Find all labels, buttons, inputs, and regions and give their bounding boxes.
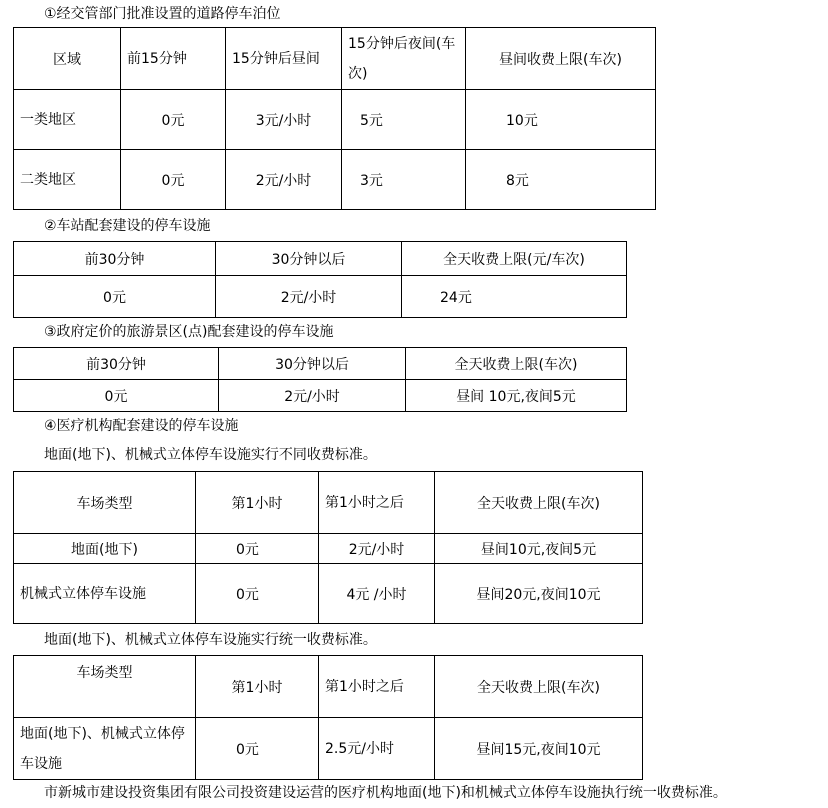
table-cell: 昼间 10元,夜间5元 — [406, 380, 627, 412]
header-cell: 15分钟后夜间(车次) — [342, 28, 466, 90]
section2-caption: ②车站配套建设的停车设施 — [44, 218, 211, 234]
footer-note: 市新城市建设投资集团有限公司投资建设运营的医疗机构地面(地下)和机械式立体停车设施执行统一收费标准。 — [44, 785, 727, 801]
header-cell: 30分钟以后 — [219, 348, 406, 380]
header-cell: 昼间收费上限(车次) — [466, 28, 656, 90]
table-cell: 2.5元/小时 — [319, 718, 435, 780]
table-cell: 8元 — [466, 150, 656, 210]
header-cell: 全天收费上限(车次) — [435, 472, 643, 534]
table-cell: 0元 — [121, 150, 226, 210]
table-cell: 10元 — [466, 90, 656, 150]
section3-caption: ③政府定价的旅游景区(点)配套建设的停车设施 — [44, 324, 334, 340]
header-cell: 15分钟后昼间 — [226, 28, 342, 90]
header-cell: 30分钟以后 — [216, 242, 402, 276]
scenic-parking-table — [13, 347, 627, 412]
table-header-row — [14, 472, 643, 534]
table-row — [14, 534, 643, 564]
table-cell: 机械式立体停车设施 — [14, 564, 196, 624]
header-cell: 车场类型 — [14, 656, 196, 718]
region-cell: 二类地区 — [14, 150, 121, 210]
header-cell: 第1小时 — [196, 656, 319, 718]
table-row — [14, 276, 627, 318]
table-cell: 3元/小时 — [226, 90, 342, 150]
table-header-row — [14, 28, 656, 90]
table-cell: 0元 — [196, 718, 319, 780]
header-cell: 前30分钟 — [14, 348, 219, 380]
header-cell: 第1小时之后 — [319, 472, 435, 534]
table-cell: 地面(地下) — [14, 534, 196, 564]
header-cell: 区域 — [14, 28, 121, 90]
table-row — [14, 90, 656, 150]
medical-unified-fee-table — [13, 655, 643, 780]
table-cell: 24元 — [402, 276, 627, 318]
table-header-row — [14, 656, 643, 718]
table-cell: 地面(地下)、机械式立体停车设施 — [14, 718, 196, 780]
table-cell: 2元/小时 — [319, 534, 435, 564]
table-header-row — [14, 242, 627, 276]
header-cell: 前30分钟 — [14, 242, 216, 276]
header-cell: 全天收费上限(车次) — [406, 348, 627, 380]
table-row — [14, 380, 627, 412]
table-cell: 昼间15元,夜间10元 — [435, 718, 643, 780]
table-cell: 0元 — [196, 564, 319, 624]
table-cell: 4元 /小时 — [319, 564, 435, 624]
header-cell: 全天收费上限(车次) — [435, 656, 643, 718]
table-row — [14, 564, 643, 624]
header-cell: 前15分钟 — [121, 28, 226, 90]
region-cell: 一类地区 — [14, 90, 121, 150]
table-cell: 昼间10元,夜间5元 — [435, 534, 643, 564]
table-cell: 5元 — [342, 90, 466, 150]
table-cell: 2元/小时 — [219, 380, 406, 412]
section4-note-a: 地面(地下)、机械式立体停车设施实行不同收费标准。 — [44, 447, 377, 463]
roadside-parking-table — [13, 27, 656, 210]
table-cell: 0元 — [121, 90, 226, 150]
table-row — [14, 718, 643, 780]
table-cell: 2元/小时 — [216, 276, 402, 318]
table-header-row — [14, 348, 627, 380]
header-cell: 第1小时之后 — [319, 656, 435, 718]
table-cell: 0元 — [196, 534, 319, 564]
table-cell: 3元 — [342, 150, 466, 210]
table-cell: 昼间20元,夜间10元 — [435, 564, 643, 624]
table-cell: 2元/小时 — [226, 150, 342, 210]
header-cell: 车场类型 — [14, 472, 196, 534]
table-cell: 0元 — [14, 276, 216, 318]
table-cell: 0元 — [14, 380, 219, 412]
section4-caption: ④医疗机构配套建设的停车设施 — [44, 418, 239, 434]
medical-separate-fee-table — [13, 471, 643, 624]
section1-caption: ①经交管部门批准设置的道路停车泊位 — [44, 6, 281, 22]
table-row — [14, 150, 656, 210]
station-parking-table — [13, 241, 627, 318]
header-cell: 全天收费上限(元/车次) — [402, 242, 627, 276]
section4-note-b: 地面(地下)、机械式立体停车设施实行统一收费标准。 — [44, 632, 377, 648]
header-cell: 第1小时 — [196, 472, 319, 534]
